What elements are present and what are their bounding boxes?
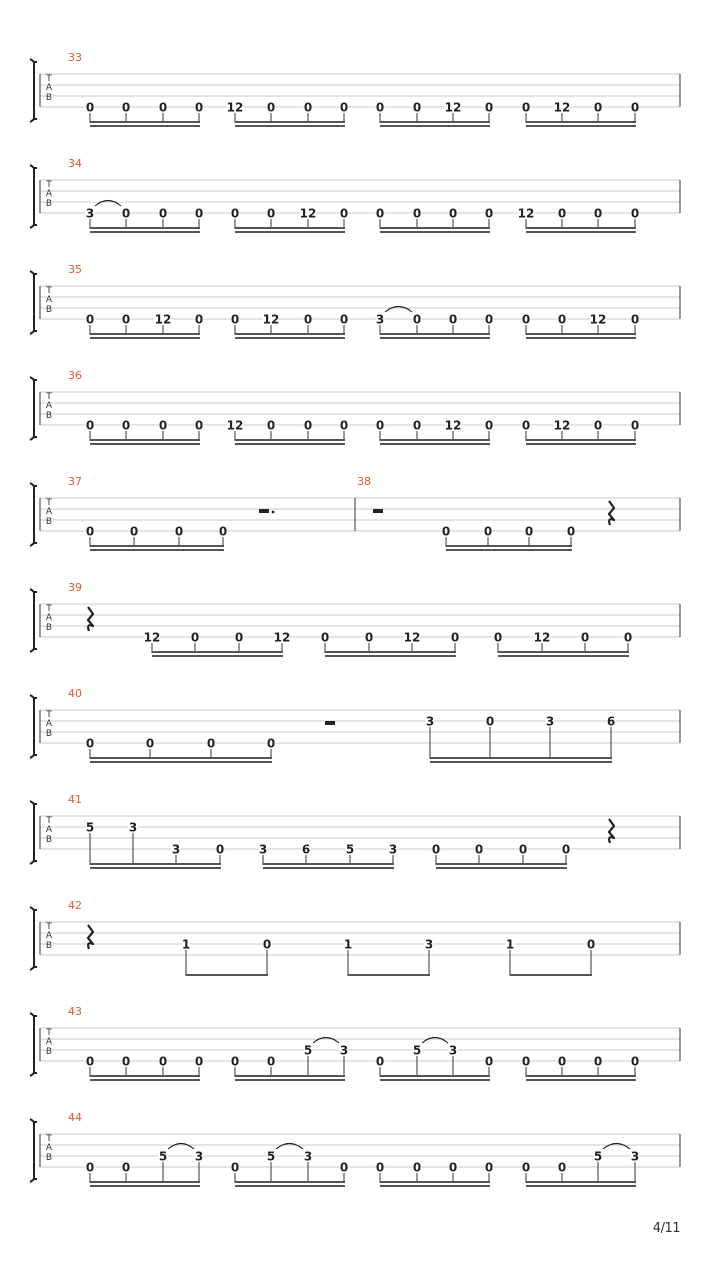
page-number: 4/11 — [652, 1221, 680, 1236]
tab-clef-letter: A — [45, 83, 53, 93]
fret-number: 0 — [266, 418, 276, 433]
fret-number: 0 — [412, 100, 422, 115]
fret-number: 1 — [505, 937, 515, 952]
fret-number: 0 — [580, 630, 590, 645]
tab-clef-letter: B — [45, 411, 53, 421]
tab-clef-letter: A — [45, 931, 53, 941]
note-beam-secondary — [90, 1079, 200, 1081]
system-brace — [34, 62, 37, 119]
fret-number: 0 — [375, 100, 385, 115]
measure-number: 44 — [68, 1111, 82, 1124]
fret-number: 0 — [85, 524, 95, 539]
fret-number: 0 — [566, 524, 576, 539]
tie-arc — [276, 1144, 303, 1150]
tab-clef-letter: A — [45, 401, 53, 411]
note-beam — [235, 227, 345, 229]
fret-number: 3 — [339, 1043, 349, 1058]
note-beam — [526, 439, 636, 441]
fret-number: 0 — [121, 418, 131, 433]
fret-number: 0 — [206, 736, 216, 751]
note-beam — [526, 333, 636, 335]
fret-number: 5 — [266, 1149, 276, 1164]
tab-system — [30, 793, 680, 869]
measure-number: 42 — [68, 899, 82, 912]
fret-number: 0 — [158, 1054, 168, 1069]
fret-number: 0 — [230, 1160, 240, 1175]
tab-system — [30, 157, 680, 233]
fret-number: 0 — [375, 1160, 385, 1175]
fret-number: 0 — [174, 524, 184, 539]
note-beam-secondary — [526, 1079, 636, 1081]
fret-number: 0 — [484, 1054, 494, 1069]
fret-number: 0 — [521, 1160, 531, 1175]
fret-number: 1 — [181, 937, 191, 952]
fret-number: 0 — [412, 312, 422, 327]
fret-number: 3 — [171, 842, 181, 857]
fret-number: 3 — [258, 842, 268, 857]
tab-system — [30, 687, 680, 763]
tie-arc — [95, 201, 121, 207]
fret-number: 0 — [303, 418, 313, 433]
fret-number: 0 — [493, 630, 503, 645]
measure-number: 37 — [68, 475, 82, 488]
fret-number: 0 — [230, 1054, 240, 1069]
fret-number: 0 — [85, 1054, 95, 1069]
fret-number: 0 — [484, 418, 494, 433]
note-beam-secondary — [90, 231, 200, 233]
tab-clef-letter: B — [45, 93, 53, 103]
fret-number: 0 — [474, 842, 484, 857]
fret-number: 5 — [158, 1149, 168, 1164]
measure-number: 39 — [68, 581, 82, 594]
fret-number: 0 — [484, 206, 494, 221]
fret-number: 0 — [218, 524, 228, 539]
tab-system — [30, 1111, 680, 1187]
note-beam-secondary — [90, 443, 200, 445]
fret-number: 5 — [85, 820, 95, 835]
tab-clef-letter: A — [45, 613, 53, 623]
measure-number: 38 — [357, 475, 371, 488]
half-rest — [259, 509, 269, 513]
tab-system — [30, 1005, 680, 1081]
tab-clef-letter: A — [45, 825, 53, 835]
fret-number: 0 — [561, 842, 571, 857]
tab-clef-letter: T — [46, 180, 52, 190]
fret-number: 0 — [593, 100, 603, 115]
fret-number: 12 — [589, 312, 607, 327]
fret-number: 12 — [553, 418, 571, 433]
note-beam — [235, 1075, 345, 1077]
fret-number: 0 — [412, 1160, 422, 1175]
fret-number: 0 — [158, 206, 168, 221]
fret-number: 0 — [630, 418, 640, 433]
fret-number: 0 — [158, 100, 168, 115]
fret-number: 0 — [303, 100, 313, 115]
fret-number: 12 — [299, 206, 317, 221]
note-beam — [380, 439, 490, 441]
note-beam-secondary — [380, 125, 490, 127]
half-rest — [325, 721, 335, 725]
note-beam-secondary — [526, 231, 636, 233]
tab-clef-letter: B — [45, 305, 53, 315]
fret-number: 3 — [375, 312, 385, 327]
fret-number: 0 — [630, 206, 640, 221]
note-beam-secondary — [90, 761, 272, 763]
fret-number: 0 — [521, 1054, 531, 1069]
tab-clef-letter: B — [45, 729, 53, 739]
note-beam-secondary — [325, 655, 456, 657]
fret-number: 0 — [364, 630, 374, 645]
measure-number: 33 — [68, 51, 82, 64]
fret-number: 6 — [606, 714, 616, 729]
fret-number: 0 — [412, 418, 422, 433]
note-beam-secondary — [235, 231, 345, 233]
note-beam-secondary — [380, 231, 490, 233]
fret-number: 5 — [412, 1043, 422, 1058]
fret-number: 0 — [339, 206, 349, 221]
system-brace — [34, 698, 37, 755]
tab-clef-letter: T — [46, 1028, 52, 1038]
note-beam-secondary — [90, 125, 200, 127]
note-beam — [498, 651, 629, 653]
note-beam — [430, 757, 612, 759]
note-beam — [235, 439, 345, 441]
note-beam-secondary — [235, 1185, 345, 1187]
note-beam — [526, 1181, 636, 1183]
tab-system — [30, 263, 680, 339]
system-brace — [34, 168, 37, 225]
note-beam-secondary — [90, 867, 221, 869]
note-beam — [380, 333, 490, 335]
note-beam — [526, 227, 636, 229]
tab-clef-letter: B — [45, 199, 53, 209]
tab-clef-letter: T — [46, 74, 52, 84]
fret-number: 0 — [375, 1054, 385, 1069]
system-brace — [34, 1122, 37, 1179]
fret-number: 0 — [145, 736, 155, 751]
tab-clef-letter: A — [45, 1037, 53, 1047]
note-beam-secondary — [430, 761, 612, 763]
fret-number: 0 — [190, 630, 200, 645]
fret-number: 0 — [215, 842, 225, 857]
fret-number: 0 — [375, 206, 385, 221]
fret-number: 3 — [303, 1149, 313, 1164]
fret-number: 0 — [230, 312, 240, 327]
fret-number: 0 — [85, 418, 95, 433]
tab-system — [30, 581, 680, 657]
fret-number: 12 — [444, 418, 462, 433]
note-beam — [90, 121, 200, 123]
note-beam — [436, 863, 567, 865]
fret-number: 0 — [129, 524, 139, 539]
note-beam — [90, 757, 272, 759]
note-beam — [90, 227, 200, 229]
rest-dot — [272, 511, 275, 514]
fret-number: 0 — [448, 1160, 458, 1175]
fret-number: 12 — [517, 206, 535, 221]
fret-number: 0 — [518, 842, 528, 857]
tab-clef-letter: B — [45, 835, 53, 845]
tab-clef-letter: B — [45, 1047, 53, 1057]
tab-clef-letter: T — [46, 710, 52, 720]
system-brace — [34, 592, 37, 649]
fret-number: 0 — [234, 630, 244, 645]
fret-number: 12 — [226, 100, 244, 115]
note-beam-secondary — [526, 337, 636, 339]
half-rest — [373, 509, 383, 513]
fret-number: 0 — [412, 206, 422, 221]
fret-number: 12 — [444, 100, 462, 115]
fret-number: 3 — [85, 206, 95, 221]
system-brace — [34, 274, 37, 331]
tie-arc — [422, 1038, 448, 1044]
tab-clef-letter: T — [46, 816, 52, 826]
tab-clef-letter: A — [45, 507, 53, 517]
note-beam-secondary — [526, 1185, 636, 1187]
fret-number: 12 — [553, 100, 571, 115]
note-beam — [235, 1181, 345, 1183]
fret-number: 0 — [521, 418, 531, 433]
fret-number: 0 — [121, 1160, 131, 1175]
tab-clef-letter: B — [45, 623, 53, 633]
note-beam-secondary — [380, 443, 490, 445]
fret-number: 0 — [266, 736, 276, 751]
fret-number: 0 — [586, 937, 596, 952]
fret-number: 0 — [320, 630, 330, 645]
measure-number: 43 — [68, 1005, 82, 1018]
note-beam-secondary — [498, 655, 629, 657]
tab-clef-letter: T — [46, 498, 52, 508]
note-beam-secondary — [263, 867, 394, 869]
quarter-rest — [609, 819, 614, 843]
fret-number: 0 — [85, 100, 95, 115]
fret-number: 0 — [339, 1160, 349, 1175]
fret-number: 3 — [630, 1149, 640, 1164]
note-beam-secondary — [380, 1079, 490, 1081]
fret-number: 0 — [485, 714, 495, 729]
fret-number: 5 — [345, 842, 355, 857]
measure-number: 35 — [68, 263, 82, 276]
fret-number: 0 — [262, 937, 272, 952]
note-beam-secondary — [380, 337, 490, 339]
fret-number: 0 — [339, 312, 349, 327]
fret-number: 0 — [85, 736, 95, 751]
tab-clef-letter: B — [45, 941, 53, 951]
note-beam — [446, 545, 572, 547]
tab-system — [30, 475, 680, 551]
fret-number: 12 — [533, 630, 551, 645]
tie-arc — [603, 1144, 630, 1150]
tab-system — [30, 51, 680, 127]
note-beam — [526, 121, 636, 123]
fret-number: 0 — [121, 312, 131, 327]
fret-number: 0 — [194, 1054, 204, 1069]
note-beam — [152, 651, 283, 653]
note-beam — [90, 333, 200, 335]
note-beam-secondary — [436, 867, 567, 869]
tie-arc — [168, 1144, 194, 1150]
fret-number: 6 — [301, 842, 311, 857]
note-beam-secondary — [380, 1185, 490, 1187]
note-beam — [90, 1181, 200, 1183]
tie-arc — [313, 1038, 339, 1044]
fret-number: 12 — [226, 418, 244, 433]
fret-number: 3 — [194, 1149, 204, 1164]
fret-number: 12 — [143, 630, 161, 645]
note-beam-secondary — [526, 125, 636, 127]
measure-number: 40 — [68, 687, 82, 700]
fret-number: 0 — [266, 100, 276, 115]
fret-number: 0 — [121, 206, 131, 221]
note-beam — [325, 651, 456, 653]
note-beam-secondary — [90, 1185, 200, 1187]
fret-number: 0 — [484, 100, 494, 115]
note-beam-secondary — [90, 337, 200, 339]
system-brace — [34, 380, 37, 437]
fret-number: 0 — [158, 418, 168, 433]
note-beam — [235, 333, 345, 335]
note-beam — [380, 1181, 490, 1183]
fret-number: 0 — [630, 100, 640, 115]
fret-number: 0 — [266, 206, 276, 221]
note-beam-secondary — [526, 443, 636, 445]
fret-number: 0 — [194, 206, 204, 221]
fret-number: 0 — [266, 1054, 276, 1069]
note-beam — [90, 545, 224, 547]
fret-number: 0 — [194, 418, 204, 433]
fret-number: 12 — [154, 312, 172, 327]
fret-number: 0 — [121, 100, 131, 115]
fret-number: 12 — [403, 630, 421, 645]
note-beam-secondary — [235, 337, 345, 339]
note-beam — [90, 1075, 200, 1077]
note-beam — [90, 863, 221, 865]
fret-number: 0 — [630, 1054, 640, 1069]
fret-number: 0 — [230, 206, 240, 221]
fret-number: 0 — [557, 206, 567, 221]
tab-clef-letter: A — [45, 295, 53, 305]
fret-number: 0 — [623, 630, 633, 645]
tab-clef-letter: A — [45, 1143, 53, 1153]
fret-number: 0 — [441, 524, 451, 539]
fret-number: 3 — [425, 714, 435, 729]
system-brace — [34, 910, 37, 967]
fret-number: 0 — [450, 630, 460, 645]
note-beam — [186, 974, 268, 976]
fret-number: 3 — [128, 820, 138, 835]
note-beam-secondary — [235, 125, 345, 127]
quarter-rest — [88, 607, 93, 631]
measure-number: 34 — [68, 157, 82, 170]
fret-number: 0 — [448, 312, 458, 327]
fret-number: 0 — [194, 312, 204, 327]
fret-number: 0 — [521, 100, 531, 115]
note-beam — [526, 1075, 636, 1077]
note-beam — [510, 974, 592, 976]
note-beam — [380, 227, 490, 229]
note-beam-secondary — [235, 1079, 345, 1081]
tab-clef-letter: A — [45, 719, 53, 729]
fret-number: 0 — [339, 100, 349, 115]
fret-number: 0 — [85, 312, 95, 327]
fret-number: 0 — [557, 312, 567, 327]
fret-number: 0 — [448, 206, 458, 221]
tab-clef-letter: T — [46, 922, 52, 932]
fret-number: 0 — [121, 1054, 131, 1069]
fret-number: 0 — [194, 100, 204, 115]
note-beam-secondary — [235, 443, 345, 445]
fret-number: 0 — [557, 1160, 567, 1175]
tab-clef-letter: T — [46, 286, 52, 296]
fret-number: 5 — [303, 1043, 313, 1058]
fret-number: 0 — [593, 418, 603, 433]
note-beam — [235, 121, 345, 123]
tab-system — [30, 899, 680, 976]
tab-clef-letter: T — [46, 604, 52, 614]
measure-number: 36 — [68, 369, 82, 382]
fret-number: 0 — [630, 312, 640, 327]
tab-clef-letter: T — [46, 392, 52, 402]
note-beam-secondary — [152, 655, 283, 657]
fret-number: 0 — [303, 312, 313, 327]
measure-number: 41 — [68, 793, 82, 806]
tab-clef-letter: B — [45, 517, 53, 527]
fret-number: 12 — [273, 630, 291, 645]
fret-number: 0 — [521, 312, 531, 327]
note-beam — [263, 863, 394, 865]
fret-number: 3 — [448, 1043, 458, 1058]
fret-number: 0 — [557, 1054, 567, 1069]
note-beam-secondary — [90, 549, 224, 551]
quarter-rest — [609, 501, 614, 525]
fret-number: 5 — [593, 1149, 603, 1164]
fret-number: 0 — [484, 312, 494, 327]
tie-arc — [385, 307, 412, 313]
note-beam — [380, 1075, 490, 1077]
fret-number: 3 — [424, 937, 434, 952]
fret-number: 0 — [431, 842, 441, 857]
fret-number: 0 — [85, 1160, 95, 1175]
note-beam — [90, 439, 200, 441]
tab-system — [30, 369, 680, 445]
tab-clef-letter: A — [45, 189, 53, 199]
tab-clef-letter: T — [46, 1134, 52, 1144]
fret-number: 0 — [484, 1160, 494, 1175]
system-brace — [34, 1016, 37, 1073]
note-beam — [380, 121, 490, 123]
fret-number: 3 — [545, 714, 555, 729]
system-brace — [34, 486, 37, 543]
note-beam — [348, 974, 430, 976]
fret-number: 0 — [375, 418, 385, 433]
fret-number: 0 — [524, 524, 534, 539]
note-beam-secondary — [446, 549, 572, 551]
system-brace — [34, 804, 37, 861]
tab-clef-letter: B — [45, 1153, 53, 1163]
fret-number: 12 — [262, 312, 280, 327]
quarter-rest — [88, 925, 93, 949]
fret-number: 1 — [343, 937, 353, 952]
fret-number: 0 — [483, 524, 493, 539]
fret-number: 0 — [339, 418, 349, 433]
fret-number: 0 — [593, 1054, 603, 1069]
fret-number: 3 — [388, 842, 398, 857]
fret-number: 0 — [593, 206, 603, 221]
